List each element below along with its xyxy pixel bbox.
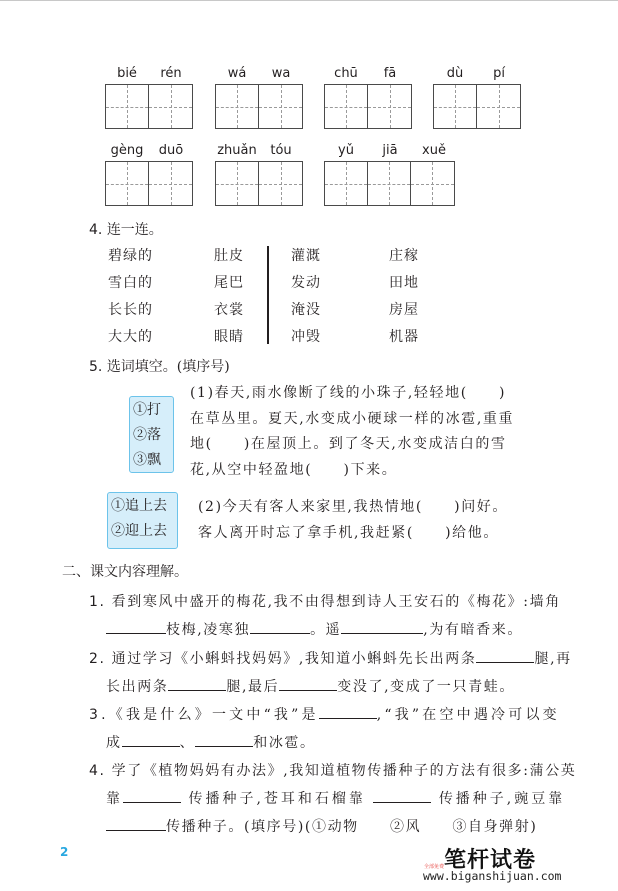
match-item[interactable]: 房屋 [389,302,419,318]
s2-q1-line2: 枝梅,凌寒独 。遥 ,为有暗香来。 [106,619,523,639]
question-5-title: 5. 选词填空。(填序号) [89,359,230,375]
match-item[interactable]: 雪白的 [108,275,153,291]
s2-q3-line2: 成 、 和冰雹。 [106,732,316,752]
s2-q4-line1: 4. 学了《植物妈妈有办法》,我知道植物传播种子的方法有很多:蒲公英 [89,763,577,779]
writing-grid[interactable] [215,84,303,129]
answer-blank[interactable] [476,648,534,663]
pinyin-label: xuě [422,143,446,158]
pinyin-label: wá [227,66,247,81]
passage-1: (1)春天,雨水像断了线的小珠子,轻轻地( ) 在草丛里。夏天,水变成小硬球一样的冰雹,重重 地( )在屋顶上。到了冬天,水变成洁白的雪 花,从空中轻盈地( )下来。 [190,385,515,478]
s2-q2-line1: 2. 通过学习《小蝌蚪找妈妈》,我知道小蝌蚪先长出两条 腿,再 [89,648,572,668]
writing-grid[interactable] [324,161,455,206]
pinyin-label: fā [383,66,397,81]
pinyin-label: bié [117,66,137,81]
match-item[interactable]: 灌溉 [291,248,321,264]
match-item[interactable]: 冲毁 [291,329,321,345]
match-item[interactable]: 肚皮 [214,248,244,264]
s2-q1-line1: 1. 看到寒风中盛开的梅花,我不由得想到诗人王安石的《梅花》:墙角 [89,594,561,610]
match-item[interactable]: 衣裳 [214,302,244,318]
s2-q4-line2: 靠 传播种子,苍耳和石榴靠 传播种子,豌豆靠 [106,788,565,808]
pinyin-label: duō [158,143,184,158]
writing-grid[interactable] [433,84,521,129]
answer-blank[interactable] [279,676,337,691]
match-item[interactable]: 机器 [389,329,419,345]
divider-line [267,246,269,344]
s2-q2-line2: 长出两条 腿,最后 变没了,变成了一只青蛙。 [106,676,515,696]
writing-grid[interactable] [105,84,193,129]
pinyin-label: gèng [110,143,144,158]
s2-q3-line1: 3.《我是什么》一文中“我”是 ,“我”在空中遇冷可以变 [89,704,560,724]
answer-blank[interactable] [373,788,431,803]
match-item[interactable]: 碧绿的 [108,248,153,264]
watermark-tag: 全部免费 [424,864,445,870]
answer-blank[interactable] [122,732,180,747]
pinyin-label: pí [493,66,505,81]
word-option: ①打 [133,402,161,418]
word-option: ②落 [133,427,161,443]
writing-grid[interactable] [215,161,303,206]
match-item[interactable]: 大大的 [108,329,153,345]
answer-blank[interactable] [319,704,377,719]
question-4-title: 4. 连一连。 [89,222,163,238]
top-border [0,0,618,1]
pinyin-label: tóu [270,143,292,158]
word-option: ③飘 [133,452,161,468]
match-item[interactable]: 发动 [291,275,321,291]
passage-2: (2)今天有客人来家里,我热情地( )问好。 客人离开时忘了拿手机,我赶紧( )给他。 [198,499,509,541]
writing-grid[interactable] [105,161,193,206]
pinyin-label: yǔ [338,143,354,158]
pinyin-label: dù [446,66,464,81]
answer-blank[interactable] [106,816,166,831]
match-item[interactable]: 尾巴 [214,275,244,291]
match-item[interactable]: 庄稼 [389,248,419,264]
pinyin-label: chū [334,66,358,81]
word-choice-box-1 [129,396,174,473]
word-option: ②迎上去 [111,523,167,539]
section-2-title: 二、课文内容理解。 [62,564,188,580]
pinyin-label: rén [160,66,182,81]
answer-blank[interactable] [250,619,310,634]
writing-grid[interactable] [324,84,412,129]
pinyin-label: jiā [382,143,398,158]
match-item[interactable]: 眼睛 [214,329,244,345]
watermark-url[interactable]: www.biganshijuan.com [423,869,562,883]
word-choice-box-2 [107,492,178,549]
match-item[interactable]: 淹没 [291,302,321,318]
answer-blank[interactable] [341,619,423,634]
answer-blank[interactable] [123,788,181,803]
watermark-title: 笔杆试卷 [444,848,537,873]
pinyin-label: wa [271,66,291,81]
match-item[interactable]: 长长的 [108,302,153,318]
word-option: ①追上去 [111,498,167,514]
answer-blank[interactable] [168,676,226,691]
pinyin-label: zhuǎn [217,143,257,158]
answer-blank[interactable] [195,732,253,747]
s2-q4-line3: 传播种子。(填序号)(①动物 ②风 ③自身弹射) [106,816,537,836]
answer-blank[interactable] [106,619,166,634]
page-number: 2 [60,845,69,859]
match-item[interactable]: 田地 [389,275,419,291]
